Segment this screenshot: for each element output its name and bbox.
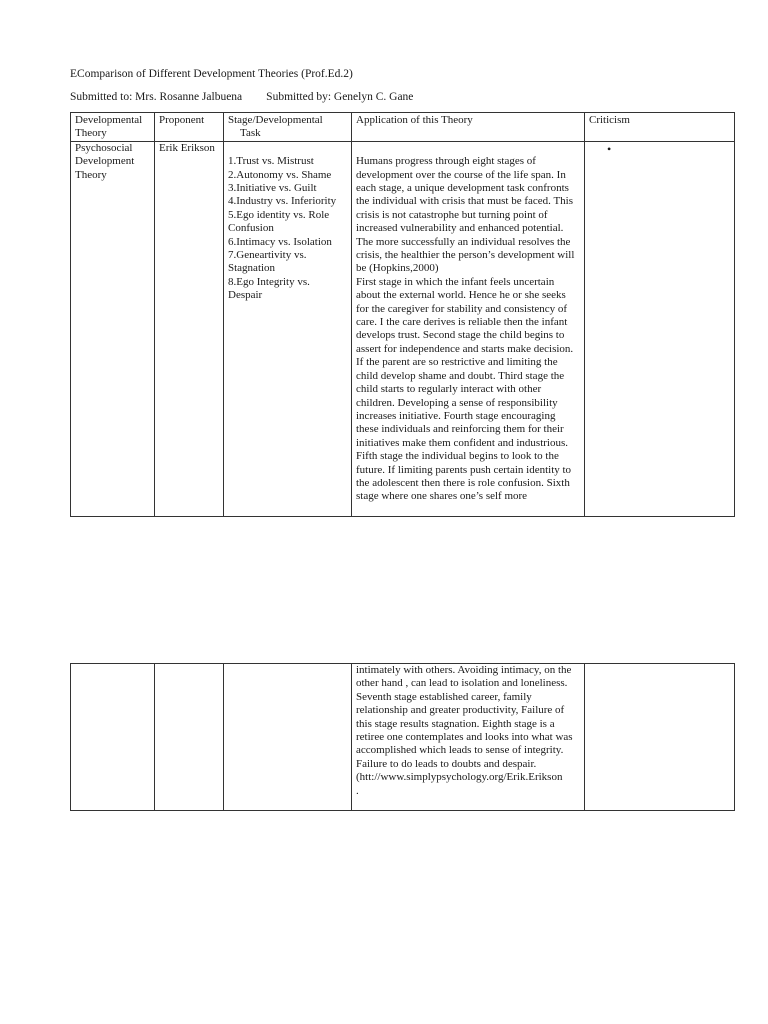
cell-application-continued — [352, 664, 585, 811]
cell-criticism-empty — [585, 664, 735, 811]
comparison-table-continued — [70, 663, 735, 811]
application-paragraph-2: First stage in which the infant feels uncertain about the external world. Hence he or she seeks for the caregiver for stability and consistency of care. I the care derives is reliable then the infant develops trust. Second stage the child begins to assert for independence and starts make decision. If the parent are so restrictive and limiting the child develop shame and doubt. Third stage the child starts to regularly interact with other children. Developing a sense of responsibility increases initiative. Fourth stage encouraging these individuals and reinforcing them for their initiatives make them confident and industrious. Fifth stage the individual begins to look to the future. If limiting parents push certain identity to the adolescent then there is role confusion. Sixth stage where one shares one’s self more — [356, 275, 574, 503]
stage-item: Stagnation — [228, 262, 276, 275]
cell-criticism — [585, 141, 735, 516]
table-header-row — [71, 113, 735, 142]
cell-application — [352, 141, 585, 516]
cell-proponent: Erik Erikson — [155, 141, 224, 516]
stage-item: 2.Autonomy vs. Shame — [228, 168, 332, 181]
stage-item: 1.Trust vs. Mistrust — [228, 155, 314, 168]
cell-stages-empty — [224, 664, 352, 811]
stage-item: 4.Industry vs. Inferiority — [228, 195, 337, 208]
stage-item: Despair — [228, 289, 263, 302]
table-row — [71, 141, 735, 516]
stage-item: 7.Geneartivity vs. — [228, 249, 307, 262]
submitted-to: Submitted to: Mrs. Rosanne Jalbuena — [70, 91, 243, 103]
stage-item: 8.Ego Integrity vs. — [228, 275, 310, 288]
header-criticism: Criticism — [585, 113, 735, 142]
stage-item: 3.Initiative vs. Guilt — [228, 182, 317, 195]
cell-stages — [224, 141, 352, 516]
cell-theory-empty — [71, 664, 155, 811]
application-continuation: intimately with others. Avoiding intimacy, on the other hand , can lead to isolation and loneliness. Seventh stage established career, family relationship and greater productivity, Failure of this stage results stagnation. Eighth stage is a retiree one contemplates and looks into what was accomplished which leads to sense of integrity. Failure to do leads to doubts and despair. — [356, 664, 573, 770]
submission-line — [70, 91, 413, 103]
cell-proponent-empty — [155, 664, 224, 811]
citation: (htt://www.simplypsychology.org/Erik.Erikson — [356, 771, 563, 784]
application-paragraph-1: Humans progress through eight stages of development over the course of the life span. In each stage, a unique development task confronts the individual with crisis that must be faced. This crisis is not catastrophe but turning point of increased vulnerability and enhanced potential. The more successfully an individual resolves the crisis, the healthier the person’s development will be (Hopkins,2000) — [356, 155, 575, 275]
submitted-by: Submitted by: Genelyn C. Gane — [266, 91, 414, 103]
stage-item: 6.Intimacy vs. Isolation — [228, 235, 332, 248]
criticism-bullet: • — [607, 141, 612, 156]
stage-item: Confusion — [228, 222, 274, 235]
cell-theory: Psychosocial Development Theory — [71, 141, 155, 516]
header-application: Application of this Theory — [352, 113, 585, 142]
comparison-table — [70, 112, 735, 517]
header-task-line1: Stage/Developmental — [228, 114, 323, 126]
header-theory: Developmental Theory — [71, 113, 155, 142]
trailing-mark: . — [356, 784, 359, 797]
header-task-line2: Task — [240, 127, 261, 140]
header-task — [224, 113, 352, 142]
header-proponent: Proponent — [155, 113, 224, 142]
stage-item: 5.Ego identity vs. Role — [228, 208, 330, 221]
table-row — [71, 664, 735, 811]
document-title: EComparison of Different Development Theories (Prof.Ed.2) — [70, 68, 353, 80]
